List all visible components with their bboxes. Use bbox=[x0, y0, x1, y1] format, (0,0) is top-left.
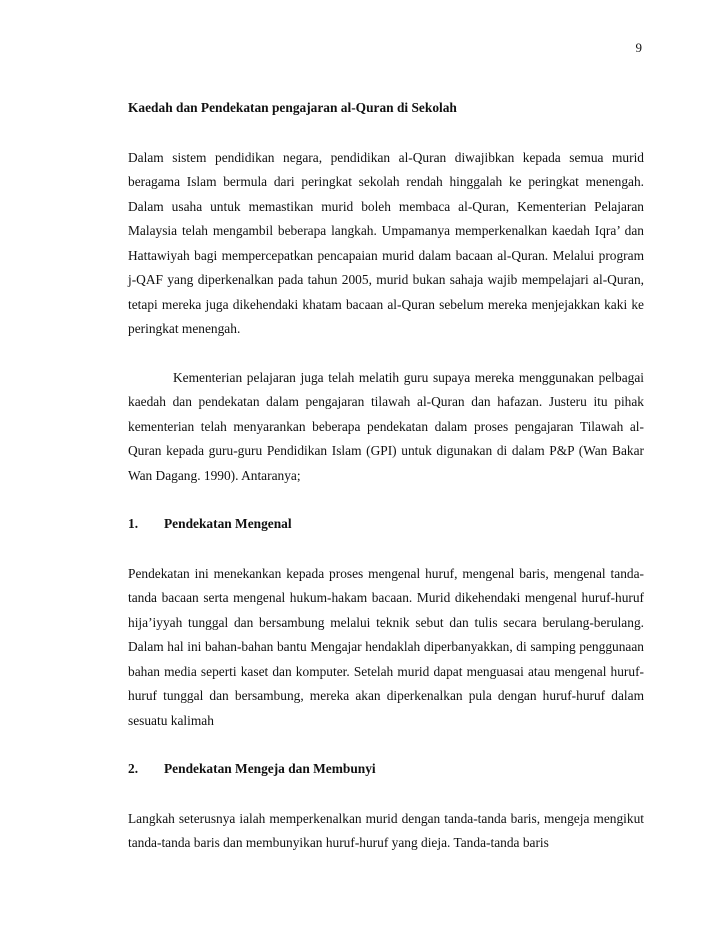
page-content bbox=[128, 96, 644, 856]
numbered-heading-2 bbox=[128, 757, 644, 782]
section-title: Kaedah dan Pendekatan pengajaran al-Quran di Sekolah bbox=[128, 100, 457, 115]
section-paragraph-2: Langkah seterusnya ialah memperkenalkan murid dengan tanda-tanda baris, mengeja mengikut tanda-tanda baris dan membunyikan huruf-huruf yang dieja. Tanda-tanda baris bbox=[128, 810, 644, 850]
heading-number: 1. bbox=[128, 516, 139, 531]
numbered-heading-1 bbox=[128, 512, 644, 537]
heading-text: Pendekatan Mengeja dan Membunyi bbox=[164, 761, 376, 776]
section-paragraph-1: Pendekatan ini menekankan kepada proses mengenal huruf, mengenal baris, mengenal tanda-tanda bacaan serta mengenal hukum-hakam bacaan. Murid dikehendaki mengenal huruf-huruf hija’iyyah tunggal dan bersambung melalui teknik sebut dan tulis secara berulang-berulang. Dalam hal ini bahan-bahan bantu Mengajar hendaklah diperbanyakkan, di samping penggunaan bahan media seperti kaset dan komputer. Setelah murid dapat menguasai atau mengenal huruf-huruf tunggal dan bersambung, mereka akan diperkenalkan pula dengan huruf-huruf dalam sesuatu kalimah bbox=[128, 565, 644, 728]
body-paragraph-2: Kementerian pelajaran juga telah melatih guru supaya mereka menggunakan pelbagai kaedah dan pendekatan dalam pengajaran tilawah al-Quran dan hafazan. Justeru itu pihak kementerian telah menyarankan beberapa pendekatan dalam proses pengajaran Tilawah al-Quran kepada guru-guru Pendidikan Islam (GPI) untuk digunakan di dalam P&P (Wan Bakar Wan Dagang. 1990). Antaranya; bbox=[128, 369, 644, 483]
body-paragraph-1: Dalam sistem pendidikan negara, pendidikan al-Quran diwajibkan kepada semua murid beragama Islam bermula dari peringkat sekolah rendah hinggalah ke peringkat menengah. Dalam usaha untuk memastikan murid boleh membaca al-Quran, Kementerian Pelajaran Malaysia telah mengambil beberapa langkah. Umpamanya memperkenalkan kaedah Iqra’ dan Hattawiyah bagi mempercepatkan pencapaian murid dalam bacaan al-Quran. Melalui program j-QAF yang diperkenalkan pada tahun 2005, murid bukan sahaja wajib mempelajari al-Quran, tetapi mereka juga dikehendaki khatam bacaan al-Quran sebelum mereka menjejakkan kaki ke peringkat menengah. bbox=[128, 149, 644, 336]
heading-number: 2. bbox=[128, 761, 139, 776]
heading-text: Pendekatan Mengenal bbox=[164, 516, 292, 531]
page-number: 9 bbox=[635, 40, 642, 55]
